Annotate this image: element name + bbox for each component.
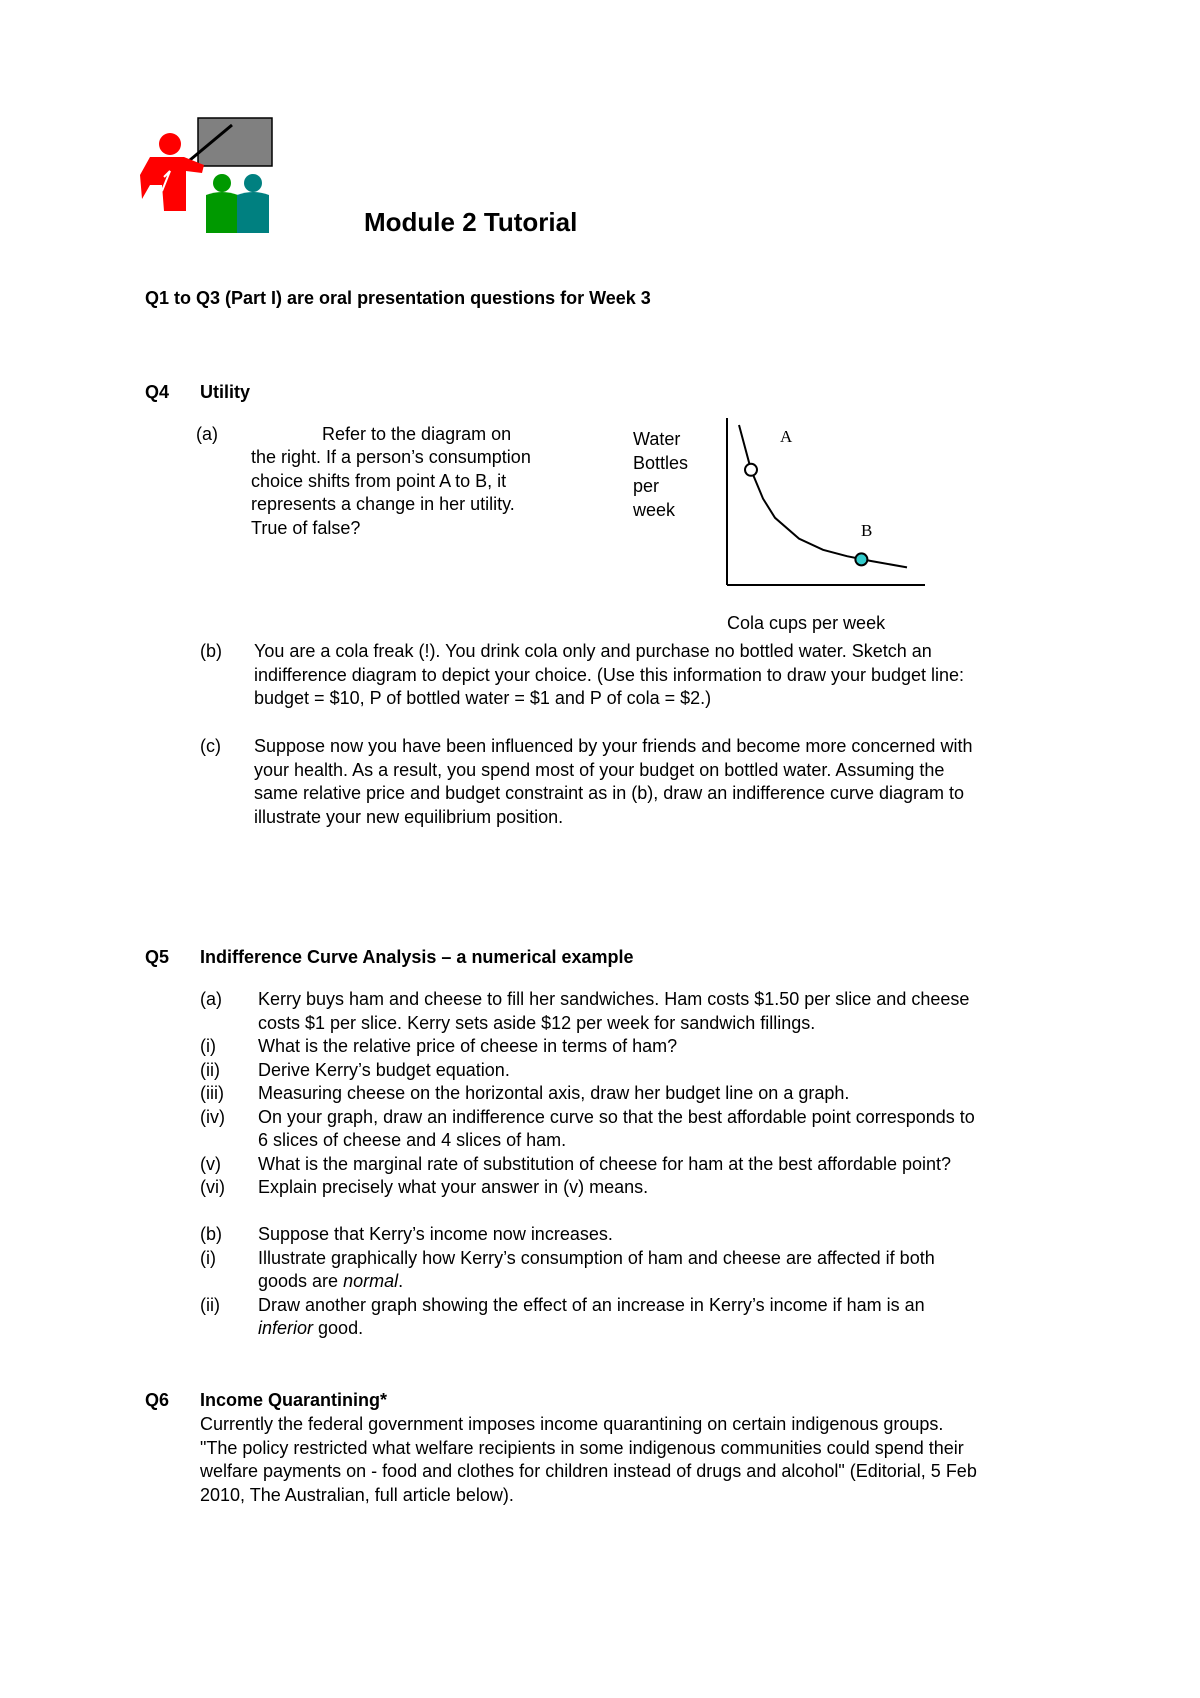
q6-line: 2010, The Australian, full article below).: [200, 1484, 514, 1505]
point-a-label: A: [780, 427, 793, 446]
q5-number: Q5: [145, 947, 170, 967]
q5-item-line: Measuring cheese on the horizontal axis, draw her budget line on a graph.: [258, 1083, 850, 1103]
q5b-item-line: Draw another graph showing the effect of an increase in Kerry’s income if ham is an: [258, 1294, 925, 1315]
q4a-line: the right. If a person’s consumption: [251, 447, 531, 467]
ylabel-line: Water: [633, 429, 681, 449]
indifference-chart: [720, 410, 940, 590]
q4a-line: choice shifts from point A to B, it: [251, 470, 507, 491]
q4c-item: [200, 735, 1100, 835]
q5-item-line: 6 slices of cheese and 4 slices of ham.: [258, 1130, 567, 1150]
chart-ylabel: [633, 428, 688, 522]
q5-item-line: On your graph, draw an indifference curve so that the best affordable point corresponds to: [258, 1106, 975, 1127]
q6-line: Currently the federal government imposes income quarantining on certain indigenous groups.: [200, 1414, 944, 1434]
page-title: Module 2 Tutorial: [364, 207, 578, 237]
q5b-item: [200, 1294, 1100, 1341]
q5b-item: [200, 1223, 1100, 1247]
q5-item-key: (i): [200, 1036, 216, 1056]
q4a-line: True of false?: [251, 517, 361, 538]
q5b-item: [200, 1247, 1100, 1294]
q5b-item-line2: goods are normal.: [258, 1271, 404, 1291]
q6-heading: Income Quarantining*: [200, 1390, 388, 1410]
point-a-marker: [745, 464, 757, 476]
q4c-line: same relative price and budget constraint as in (b), draw an indifference curve diagram to: [254, 783, 965, 803]
q4a-text: [251, 446, 581, 540]
point-b-label: B: [861, 521, 873, 540]
q4a-text-first: Refer to the diagram on: [322, 424, 512, 444]
q5b-item-line: Suppose that Kerry’s income now increases.: [258, 1224, 613, 1244]
q5-item: [200, 1106, 1100, 1153]
q4b-item: [200, 640, 1100, 720]
q4c-line: your health. As a result, you spend most of your budget on bottled water. Assuming the: [254, 759, 945, 780]
teacher-presentation-icon: [140, 115, 275, 235]
q4b-line: You are a cola freak (!). You drink cola only and purchase no bottled water. Sketch an: [254, 641, 932, 661]
q5-item-key: (v): [200, 1153, 221, 1174]
q5-item-line: Explain precisely what your answer in (v) means.: [258, 1177, 649, 1197]
q5b-item-key: (ii): [200, 1294, 220, 1315]
q4c-line: illustrate your new equilibrium position.: [254, 806, 564, 827]
point-b-marker: [855, 553, 867, 565]
q5-item-line: What is the marginal rate of substitution of cheese for ham at the best affordable point?: [258, 1153, 952, 1174]
q5-item-line: costs $1 per slice. Kerry sets aside $12 per week for sandwich fillings.: [258, 1012, 816, 1033]
intro-line: Q1 to Q3 (Part I) are oral presentation questions for Week 3: [145, 288, 651, 308]
q5b-item-line: Illustrate graphically how Kerry’s consumption of ham and cheese are affected if both: [258, 1247, 935, 1268]
q5b-item-line2: inferior good.: [258, 1318, 364, 1338]
ylabel-line: week: [633, 499, 676, 520]
q4c-line: Suppose now you have been influenced by your friends and become more concerned with: [254, 736, 973, 756]
q5-item: [200, 1059, 1100, 1083]
q6-text: [200, 1413, 1120, 1507]
indifference-curve: [739, 425, 907, 567]
q5-item: [200, 1082, 1100, 1106]
ylabel-line: Bottles: [633, 452, 689, 473]
q5-heading: Indifference Curve Analysis – a numerical example: [200, 947, 634, 967]
q5-item: [200, 1153, 1100, 1177]
q5-item-key: (ii): [200, 1059, 220, 1080]
q4b-label: (b): [200, 641, 222, 661]
q5-item-key: (a): [200, 989, 222, 1009]
q5-item-key: (iv): [200, 1106, 225, 1127]
q5b-item-key: (b): [200, 1224, 222, 1244]
q6-line: welfare payments on - food and clothes for children instead of drugs and alcohol" (Editorial, 5 Feb: [200, 1461, 977, 1481]
chart-xlabel: Cola cups per week: [727, 613, 886, 633]
q5-items: [200, 988, 1100, 1341]
ylabel-line: per: [633, 476, 660, 496]
q6-number: Q6: [145, 1390, 170, 1410]
q5b-item-key: (i): [200, 1247, 216, 1268]
q4b-line: budget = $10, P of bottled water = $1 and P of cola = $2.): [254, 688, 712, 708]
q4a-line: represents a change in her utility.: [251, 494, 515, 514]
q4c-label: (c): [200, 736, 221, 756]
q5-item: [200, 1176, 1100, 1200]
q4a-label: (a): [196, 424, 218, 444]
q4b-line: indifference diagram to depict your choice. (Use this information to draw your budget line:: [254, 664, 965, 685]
q5-item-key: (vi): [200, 1177, 225, 1197]
q5-item: [200, 1035, 1100, 1059]
q4-heading: Utility: [200, 382, 251, 402]
q5-item-key: (iii): [200, 1083, 224, 1103]
q5-item: [200, 988, 1100, 1035]
q4-number: Q4: [145, 382, 170, 402]
q5-item-line: Kerry buys ham and cheese to fill her sandwiches. Ham costs $1.50 per slice and cheese: [258, 989, 970, 1009]
q5-item-line: Derive Kerry’s budget equation.: [258, 1059, 510, 1080]
q6-line: "The policy restricted what welfare recipients in some indigenous communities could spend their: [200, 1437, 964, 1458]
q5-item-line: What is the relative price of cheese in terms of ham?: [258, 1036, 678, 1056]
